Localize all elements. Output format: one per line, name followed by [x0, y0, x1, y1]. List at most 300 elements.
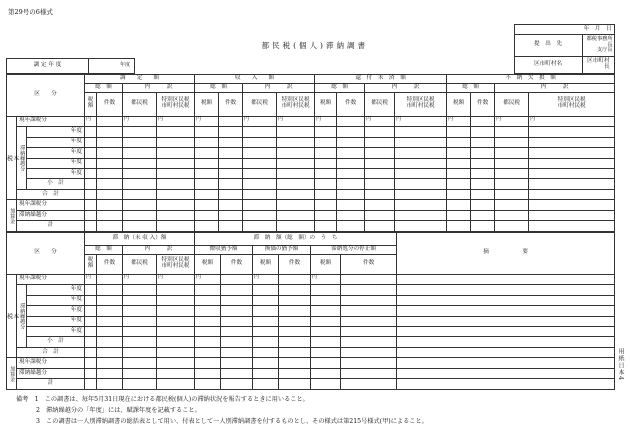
data-cell[interactable]: [529, 200, 615, 210]
data-cell[interactable]: [395, 210, 447, 220]
data-cell[interactable]: [311, 368, 341, 378]
data-cell[interactable]: [395, 200, 447, 210]
data-cell[interactable]: [495, 200, 529, 210]
data-cell[interactable]: [85, 316, 97, 326]
data-cell[interactable]: [495, 210, 529, 220]
data-cell[interactable]: 円: [253, 274, 279, 284]
data-cell[interactable]: [447, 127, 471, 137]
data-cell[interactable]: [471, 127, 495, 137]
data-cell[interactable]: [85, 210, 97, 220]
data-cell[interactable]: [395, 137, 447, 147]
data-cell[interactable]: [123, 326, 157, 336]
data-cell[interactable]: [221, 274, 253, 284]
data-cell[interactable]: [85, 221, 97, 232]
data-cell[interactable]: [471, 210, 495, 220]
data-cell[interactable]: [97, 285, 123, 295]
data-cell[interactable]: [157, 148, 195, 158]
data-cell[interactable]: [97, 347, 123, 357]
data-cell[interactable]: [221, 326, 253, 336]
data-cell[interactable]: [85, 337, 97, 347]
data-cell[interactable]: [315, 200, 337, 210]
data-cell[interactable]: [447, 221, 471, 232]
data-cell[interactable]: [97, 116, 123, 126]
data-cell[interactable]: [277, 189, 315, 199]
data-cell[interactable]: [243, 221, 277, 232]
data-cell[interactable]: [195, 127, 219, 137]
data-cell[interactable]: 円: [315, 116, 337, 126]
data-cell[interactable]: [365, 137, 395, 147]
data-cell[interactable]: [315, 148, 337, 158]
data-cell[interactable]: [123, 221, 157, 232]
data-cell[interactable]: [219, 158, 243, 168]
data-cell[interactable]: [277, 200, 315, 210]
data-cell[interactable]: [397, 306, 615, 316]
data-cell[interactable]: [471, 179, 495, 189]
data-cell[interactable]: [341, 326, 397, 336]
data-cell[interactable]: [221, 306, 253, 316]
data-cell[interactable]: [279, 358, 311, 368]
data-cell[interactable]: [97, 200, 123, 210]
data-cell[interactable]: [157, 179, 195, 189]
data-cell[interactable]: [219, 148, 243, 158]
data-cell[interactable]: [279, 285, 311, 295]
data-cell[interactable]: [253, 379, 279, 390]
data-cell[interactable]: [315, 210, 337, 220]
data-cell[interactable]: [85, 368, 97, 378]
data-cell[interactable]: [123, 379, 157, 390]
data-cell[interactable]: [365, 189, 395, 199]
data-cell[interactable]: [243, 158, 277, 168]
data-cell[interactable]: 円: [85, 274, 97, 284]
data-cell[interactable]: [447, 200, 471, 210]
data-cell[interactable]: [279, 274, 311, 284]
data-cell[interactable]: [253, 285, 279, 295]
data-cell[interactable]: [447, 148, 471, 158]
data-cell[interactable]: [123, 368, 157, 378]
data-cell[interactable]: [471, 221, 495, 232]
data-cell[interactable]: [337, 179, 365, 189]
data-cell[interactable]: [85, 168, 97, 178]
data-cell[interactable]: [85, 137, 97, 147]
data-cell[interactable]: [123, 200, 157, 210]
data-cell[interactable]: [157, 295, 195, 305]
data-cell[interactable]: [277, 210, 315, 220]
data-cell[interactable]: [447, 179, 471, 189]
data-cell[interactable]: [365, 158, 395, 168]
data-cell[interactable]: [495, 221, 529, 232]
data-cell[interactable]: [123, 179, 157, 189]
data-cell[interactable]: [447, 210, 471, 220]
data-cell[interactable]: 円: [123, 274, 157, 284]
data-cell[interactable]: [97, 379, 123, 390]
data-cell[interactable]: [97, 337, 123, 347]
data-cell[interactable]: [365, 200, 395, 210]
data-cell[interactable]: [243, 179, 277, 189]
data-cell[interactable]: [315, 137, 337, 147]
data-cell[interactable]: [97, 368, 123, 378]
data-cell[interactable]: [157, 306, 195, 316]
data-cell[interactable]: [221, 316, 253, 326]
data-cell[interactable]: [495, 189, 529, 199]
data-cell[interactable]: [195, 189, 219, 199]
data-cell[interactable]: [337, 137, 365, 147]
data-cell[interactable]: [85, 158, 97, 168]
data-cell[interactable]: [529, 148, 615, 158]
data-cell[interactable]: [195, 379, 221, 390]
data-cell[interactable]: [243, 200, 277, 210]
data-cell[interactable]: [157, 379, 195, 390]
data-cell[interactable]: [157, 221, 195, 232]
data-cell[interactable]: [123, 210, 157, 220]
data-cell[interactable]: [341, 306, 397, 316]
data-cell[interactable]: [471, 137, 495, 147]
data-cell[interactable]: [253, 347, 279, 357]
data-cell[interactable]: [219, 137, 243, 147]
data-cell[interactable]: 円: [157, 116, 195, 126]
data-cell[interactable]: [123, 306, 157, 316]
data-cell[interactable]: 円: [311, 274, 341, 284]
data-cell[interactable]: [397, 285, 615, 295]
data-cell[interactable]: [157, 368, 195, 378]
data-cell[interactable]: [341, 368, 397, 378]
data-cell[interactable]: [337, 210, 365, 220]
data-cell[interactable]: [97, 158, 123, 168]
data-cell[interactable]: [471, 116, 495, 126]
data-cell[interactable]: [311, 316, 341, 326]
data-cell[interactable]: [195, 137, 219, 147]
data-cell[interactable]: [395, 158, 447, 168]
data-cell[interactable]: [157, 137, 195, 147]
data-cell[interactable]: [495, 158, 529, 168]
data-cell[interactable]: [365, 168, 395, 178]
data-cell[interactable]: [365, 127, 395, 137]
data-cell[interactable]: [365, 221, 395, 232]
data-cell[interactable]: [495, 148, 529, 158]
data-cell[interactable]: [341, 337, 397, 347]
data-cell[interactable]: [157, 358, 195, 368]
data-cell[interactable]: [277, 179, 315, 189]
data-cell[interactable]: [341, 295, 397, 305]
data-cell[interactable]: [195, 358, 221, 368]
data-cell[interactable]: [221, 337, 253, 347]
data-cell[interactable]: [397, 274, 615, 284]
data-cell[interactable]: [365, 210, 395, 220]
data-cell[interactable]: [157, 189, 195, 199]
data-cell[interactable]: [529, 189, 615, 199]
data-cell[interactable]: [341, 316, 397, 326]
data-cell[interactable]: [279, 337, 311, 347]
data-cell[interactable]: [157, 316, 195, 326]
data-cell[interactable]: [529, 158, 615, 168]
data-cell[interactable]: [123, 295, 157, 305]
data-cell[interactable]: [97, 148, 123, 158]
data-cell[interactable]: [341, 358, 397, 368]
data-cell[interactable]: 円: [395, 116, 447, 126]
data-cell[interactable]: [195, 326, 221, 336]
data-cell[interactable]: [221, 379, 253, 390]
data-cell[interactable]: [337, 158, 365, 168]
data-cell[interactable]: [311, 326, 341, 336]
data-cell[interactable]: [123, 127, 157, 137]
data-cell[interactable]: [97, 316, 123, 326]
data-cell[interactable]: [195, 337, 221, 347]
data-cell[interactable]: [447, 168, 471, 178]
data-cell[interactable]: [195, 200, 219, 210]
data-cell[interactable]: [97, 295, 123, 305]
data-cell[interactable]: [341, 285, 397, 295]
data-cell[interactable]: [253, 368, 279, 378]
data-cell[interactable]: [471, 168, 495, 178]
data-cell[interactable]: [253, 326, 279, 336]
data-cell[interactable]: [157, 168, 195, 178]
data-cell[interactable]: [337, 189, 365, 199]
data-cell[interactable]: [219, 116, 243, 126]
nendo-field[interactable]: 年度: [89, 59, 135, 74]
data-cell[interactable]: 円: [157, 274, 195, 284]
data-cell[interactable]: [337, 200, 365, 210]
data-cell[interactable]: [195, 168, 219, 178]
data-cell[interactable]: [311, 295, 341, 305]
data-cell[interactable]: [279, 347, 311, 357]
data-cell[interactable]: 円: [277, 116, 315, 126]
data-cell[interactable]: [315, 127, 337, 137]
data-cell[interactable]: [123, 337, 157, 347]
data-cell[interactable]: 円: [447, 116, 471, 126]
data-cell[interactable]: [311, 285, 341, 295]
data-cell[interactable]: [341, 347, 397, 357]
data-cell[interactable]: [471, 148, 495, 158]
data-cell[interactable]: [219, 168, 243, 178]
data-cell[interactable]: [279, 368, 311, 378]
data-cell[interactable]: [123, 148, 157, 158]
data-cell[interactable]: [277, 168, 315, 178]
data-cell[interactable]: [277, 148, 315, 158]
data-cell[interactable]: [397, 347, 615, 357]
data-cell[interactable]: [277, 127, 315, 137]
data-cell[interactable]: [495, 168, 529, 178]
data-cell[interactable]: [447, 189, 471, 199]
data-cell[interactable]: [219, 127, 243, 137]
data-cell[interactable]: [395, 127, 447, 137]
data-cell[interactable]: [219, 200, 243, 210]
data-cell[interactable]: [123, 347, 157, 357]
data-cell[interactable]: [221, 347, 253, 357]
data-cell[interactable]: [123, 168, 157, 178]
data-cell[interactable]: 円: [123, 116, 157, 126]
data-cell[interactable]: [123, 189, 157, 199]
data-cell[interactable]: [85, 379, 97, 390]
data-cell[interactable]: [495, 179, 529, 189]
data-cell[interactable]: [253, 358, 279, 368]
data-cell[interactable]: [495, 137, 529, 147]
data-cell[interactable]: [529, 168, 615, 178]
data-cell[interactable]: [195, 368, 221, 378]
data-cell[interactable]: [253, 306, 279, 316]
data-cell[interactable]: [315, 179, 337, 189]
data-cell[interactable]: [97, 179, 123, 189]
data-cell[interactable]: [243, 127, 277, 137]
data-cell[interactable]: [85, 295, 97, 305]
data-cell[interactable]: [195, 316, 221, 326]
data-cell[interactable]: [395, 221, 447, 232]
data-cell[interactable]: [277, 158, 315, 168]
data-cell[interactable]: 円: [495, 116, 529, 126]
data-cell[interactable]: [157, 326, 195, 336]
data-cell[interactable]: 円: [243, 116, 277, 126]
data-cell[interactable]: [85, 148, 97, 158]
data-cell[interactable]: [85, 189, 97, 199]
data-cell[interactable]: [471, 200, 495, 210]
data-cell[interactable]: [195, 295, 221, 305]
data-cell[interactable]: [311, 347, 341, 357]
data-cell[interactable]: 円: [195, 274, 221, 284]
data-cell[interactable]: [529, 210, 615, 220]
data-cell[interactable]: [221, 358, 253, 368]
data-cell[interactable]: [85, 179, 97, 189]
data-cell[interactable]: [395, 168, 447, 178]
data-cell[interactable]: 円: [365, 116, 395, 126]
data-cell[interactable]: [123, 285, 157, 295]
data-cell[interactable]: [97, 210, 123, 220]
data-cell[interactable]: [85, 285, 97, 295]
data-cell[interactable]: [97, 326, 123, 336]
data-cell[interactable]: [97, 358, 123, 368]
data-cell[interactable]: [219, 179, 243, 189]
data-cell[interactable]: 円: [85, 116, 97, 126]
data-cell[interactable]: [337, 221, 365, 232]
data-cell[interactable]: [279, 316, 311, 326]
data-cell[interactable]: [279, 379, 311, 390]
data-cell[interactable]: [219, 210, 243, 220]
data-cell[interactable]: [97, 306, 123, 316]
data-cell[interactable]: [279, 306, 311, 316]
data-cell[interactable]: [85, 347, 97, 357]
data-cell[interactable]: [243, 137, 277, 147]
data-cell[interactable]: [97, 221, 123, 232]
data-cell[interactable]: 円: [529, 116, 615, 126]
data-cell[interactable]: [157, 127, 195, 137]
data-cell[interactable]: [397, 358, 615, 368]
data-cell[interactable]: [157, 200, 195, 210]
data-cell[interactable]: [397, 368, 615, 378]
data-cell[interactable]: [243, 168, 277, 178]
data-cell[interactable]: [397, 326, 615, 336]
data-cell[interactable]: [243, 210, 277, 220]
data-cell[interactable]: [395, 179, 447, 189]
data-cell[interactable]: [471, 189, 495, 199]
data-cell[interactable]: [341, 379, 397, 390]
data-cell[interactable]: [253, 337, 279, 347]
data-cell[interactable]: [97, 189, 123, 199]
data-cell[interactable]: [97, 168, 123, 178]
date-field[interactable]: 年 月 日: [514, 25, 614, 35]
data-cell[interactable]: [195, 347, 221, 357]
data-cell[interactable]: [311, 379, 341, 390]
data-cell[interactable]: [85, 306, 97, 316]
data-cell[interactable]: [447, 158, 471, 168]
data-cell[interactable]: [85, 200, 97, 210]
data-cell[interactable]: [365, 148, 395, 158]
data-cell[interactable]: [85, 358, 97, 368]
data-cell[interactable]: [253, 316, 279, 326]
data-cell[interactable]: [341, 274, 397, 284]
data-cell[interactable]: [529, 127, 615, 137]
data-cell[interactable]: [315, 158, 337, 168]
data-cell[interactable]: [221, 285, 253, 295]
data-cell[interactable]: [311, 306, 341, 316]
data-cell[interactable]: [397, 316, 615, 326]
data-cell[interactable]: [97, 137, 123, 147]
data-cell[interactable]: [529, 179, 615, 189]
data-cell[interactable]: [195, 221, 219, 232]
data-cell[interactable]: [85, 326, 97, 336]
data-cell[interactable]: [395, 189, 447, 199]
data-cell[interactable]: [219, 189, 243, 199]
data-cell[interactable]: [315, 189, 337, 199]
data-cell[interactable]: [279, 326, 311, 336]
data-cell[interactable]: [397, 379, 615, 390]
data-cell[interactable]: [97, 274, 123, 284]
data-cell[interactable]: [447, 137, 471, 147]
data-cell[interactable]: [195, 306, 221, 316]
data-cell[interactable]: [337, 168, 365, 178]
data-cell[interactable]: [277, 137, 315, 147]
data-cell[interactable]: [85, 127, 97, 137]
data-cell[interactable]: [471, 158, 495, 168]
data-cell[interactable]: [123, 358, 157, 368]
data-cell[interactable]: [221, 368, 253, 378]
data-cell[interactable]: [195, 210, 219, 220]
data-cell[interactable]: [529, 221, 615, 232]
data-cell[interactable]: [337, 148, 365, 158]
data-cell[interactable]: [311, 337, 341, 347]
data-cell[interactable]: [397, 295, 615, 305]
data-cell[interactable]: 円: [195, 116, 219, 126]
data-cell[interactable]: [315, 168, 337, 178]
data-cell[interactable]: [195, 158, 219, 168]
data-cell[interactable]: [529, 137, 615, 147]
data-cell[interactable]: [365, 179, 395, 189]
data-cell[interactable]: [495, 127, 529, 137]
data-cell[interactable]: [123, 137, 157, 147]
data-cell[interactable]: [221, 295, 253, 305]
data-cell[interactable]: [337, 127, 365, 137]
data-cell[interactable]: [123, 158, 157, 168]
data-cell[interactable]: [279, 295, 311, 305]
data-cell[interactable]: [157, 347, 195, 357]
data-cell[interactable]: [243, 148, 277, 158]
mayor-field[interactable]: 区市町村長: [582, 56, 614, 73]
data-cell[interactable]: [253, 295, 279, 305]
data-cell[interactable]: [157, 210, 195, 220]
data-cell[interactable]: [157, 337, 195, 347]
data-cell[interactable]: [195, 148, 219, 158]
data-cell[interactable]: [157, 285, 195, 295]
data-cell[interactable]: [243, 189, 277, 199]
data-cell[interactable]: [219, 221, 243, 232]
data-cell[interactable]: [123, 316, 157, 326]
data-cell[interactable]: [337, 116, 365, 126]
data-cell[interactable]: [277, 221, 315, 232]
data-cell[interactable]: [157, 158, 195, 168]
data-cell[interactable]: [195, 285, 221, 295]
data-cell[interactable]: [195, 179, 219, 189]
data-cell[interactable]: [315, 221, 337, 232]
data-cell[interactable]: [97, 127, 123, 137]
data-cell[interactable]: [395, 148, 447, 158]
data-cell[interactable]: [397, 337, 615, 347]
data-cell[interactable]: [311, 358, 341, 368]
